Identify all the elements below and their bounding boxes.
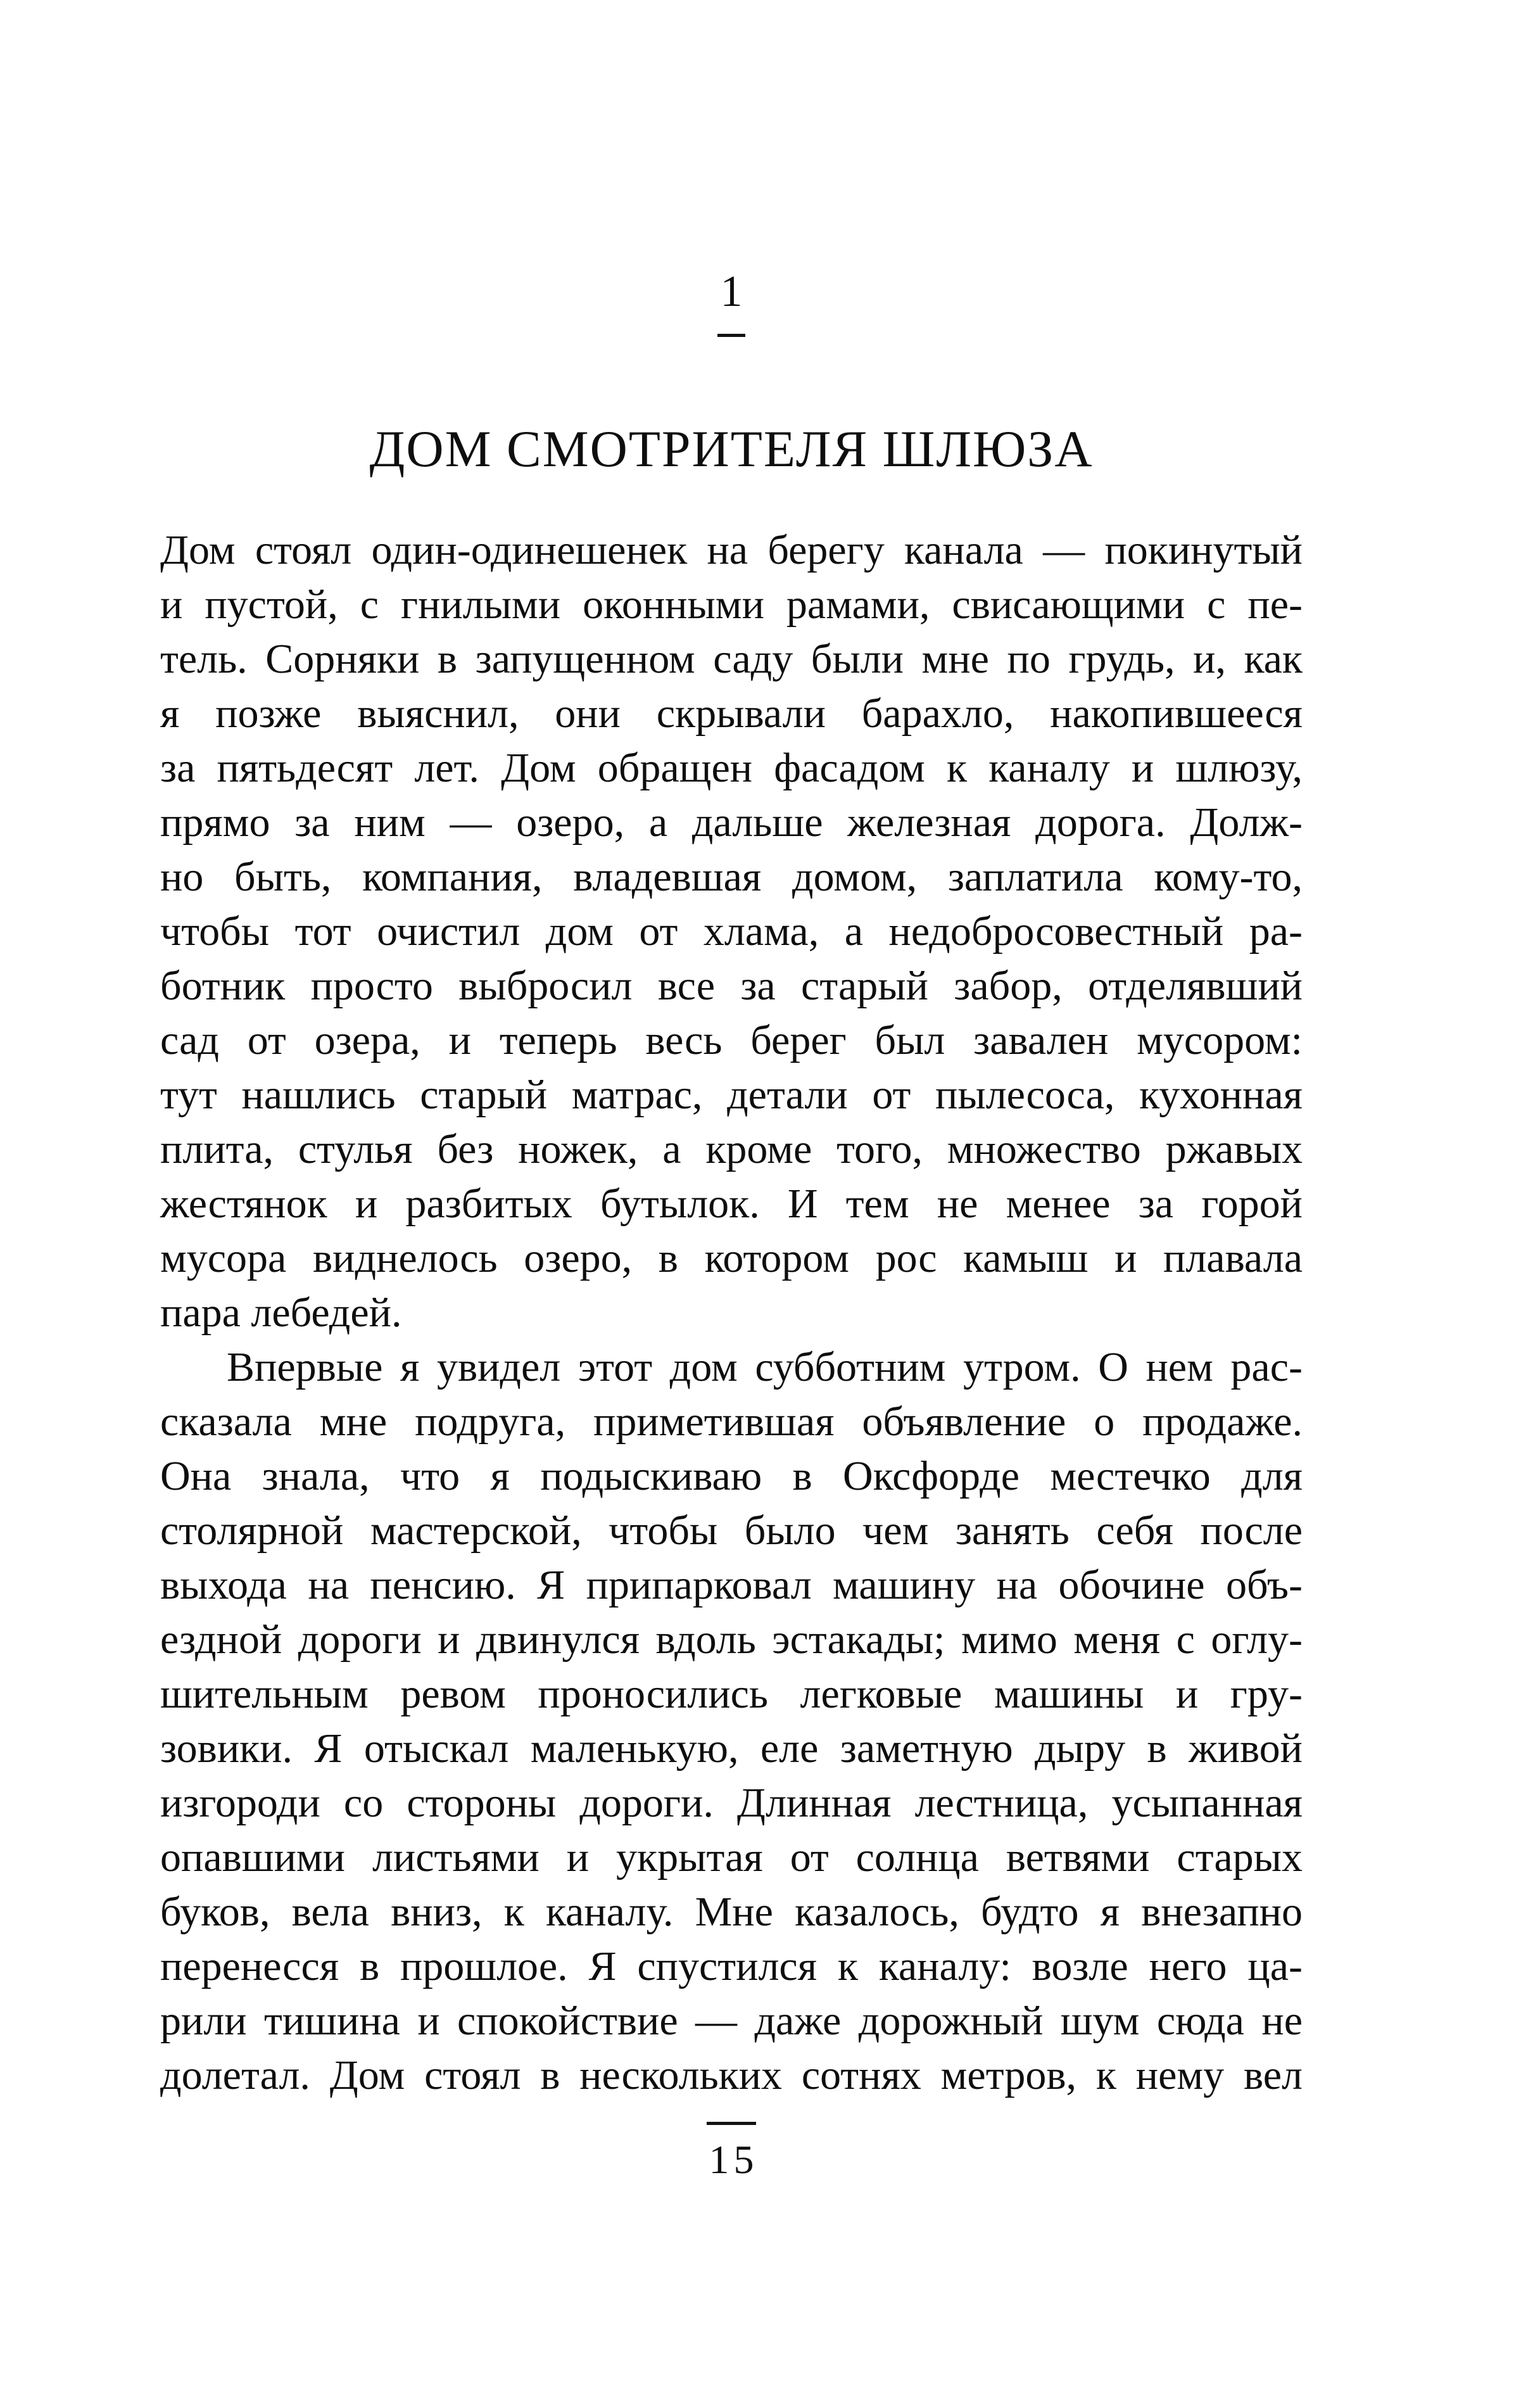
body-text: [160, 523, 1303, 2103]
text-line: зовики. Я отыскал маленькую, еле заметную дыру в живой: [160, 1725, 1303, 1772]
text-line: ботник просто выбросил все за старый забор, отделявший: [160, 963, 1303, 1009]
text-line: тут нашлись старый матрас, детали от пылесоса, кухонная: [160, 1072, 1303, 1118]
text-line: рили тишина и спокойствие — даже дорожный шум сюда не: [160, 1998, 1303, 2044]
chapter-number: 1: [720, 267, 743, 316]
text-line: сказала мне подруга, приметившая объявление о продаже.: [160, 1398, 1303, 1445]
text-line: опавшими листьями и укрытая от солнца ветвями старых: [160, 1834, 1303, 1880]
text-column: [160, 0, 1303, 2391]
text-line: выхода на пенсию. Я припарковал машину на обочине объ-: [160, 1562, 1303, 1608]
text-line: Впервые я увидел этот дом субботним утром. О нем рас-: [227, 1344, 1303, 1390]
text-line: Она знала, что я подыскиваю в Оксфорде местечко для: [160, 1453, 1303, 1499]
text-line: ездной дороги и двинулся вдоль эстакады; мимо меня с оглу-: [160, 1616, 1303, 1663]
text-line: Дом стоял один-одинешенек на берегу канала — покинутый: [160, 527, 1303, 573]
page-number: 15: [709, 2137, 759, 2182]
paragraph-2: [160, 1340, 1303, 2103]
text-line: прямо за ним — озеро, а дальше железная дорога. Долж-: [160, 799, 1303, 846]
text-line: тель. Сорняки в запущенном саду были мне по грудь, и, как: [160, 636, 1303, 682]
text-line: столярной мастерской, чтобы было чем занять себя после: [160, 1507, 1303, 1554]
text-line: пара лебедей.: [160, 1290, 402, 1336]
text-line: плита, стулья без ножек, а кроме того, множество ржавых: [160, 1126, 1303, 1172]
text-line: шительным ревом проносились легковые машины и гру-: [160, 1671, 1303, 1717]
text-line: долетал. Дом стоял в нескольких сотнях метров, к нему вел: [160, 2052, 1303, 2098]
text-line: перенесся в прошлое. Я спустился к каналу: возле него ца-: [160, 1943, 1303, 1989]
text-line: и пустой, с гнилыми оконными рамами, свисающими с пе-: [160, 581, 1303, 628]
chapter-title: ДОМ СМОТРИТЕЛЯ ШЛЮЗА: [369, 420, 1094, 478]
text-line: чтобы тот очистил дом от хлама, а недобросовестный ра-: [160, 908, 1303, 954]
text-line: за пятьдесят лет. Дом обращен фасадом к каналу и шлюзу,: [160, 745, 1303, 791]
text-line: я позже выяснил, они скрывали барахло, накопившееся: [160, 690, 1303, 737]
text-line: но быть, компания, владевшая домом, заплатила кому-то,: [160, 854, 1303, 900]
text-line: мусора виднелось озеро, в котором рос камыш и плавала: [160, 1235, 1303, 1281]
paragraph-1: [160, 523, 1303, 1340]
text-line: изгороди со стороны дороги. Длинная лестница, усыпанная: [160, 1780, 1303, 1826]
text-line: буков, вела вниз, к каналу. Мне казалось, будто я внезапно: [160, 1889, 1303, 1935]
text-line: сад от озера, и теперь весь берег был завален мусором:: [160, 1017, 1303, 1063]
chapter-number-rule: [717, 334, 745, 337]
text-line: жестянок и разбитых бутылок. И тем не менее за горой: [160, 1181, 1303, 1227]
page-number-rule: [707, 2122, 756, 2125]
